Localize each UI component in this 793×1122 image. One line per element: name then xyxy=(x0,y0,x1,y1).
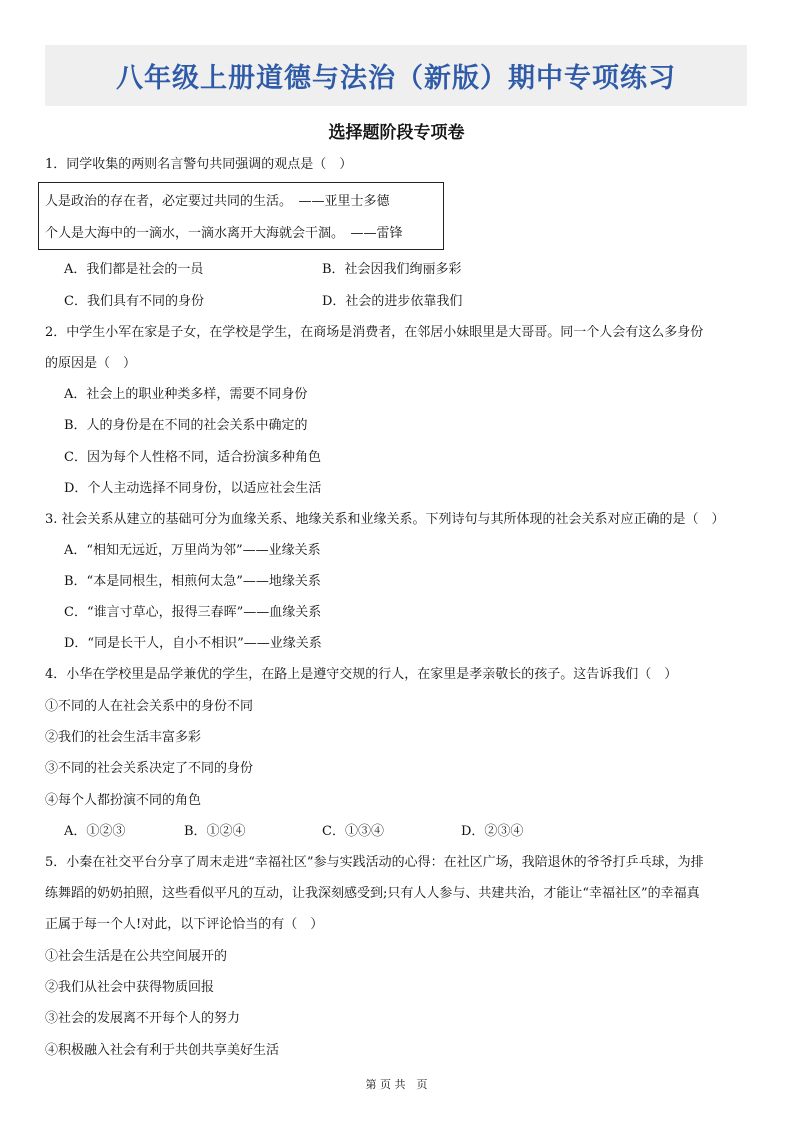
q5-stem-line-1: 5．小秦在社交平台分享了周末走进“幸福社区”参与实践活动的心得：在社区广场，我陪退休的爷爷打乒乓球，为排 xyxy=(45,855,704,870)
q5-stem-line-2: 练舞蹈的奶奶拍照，这些看似平凡的互动，让我深刻感受到;只有人人参与、共建共治，才能让“幸福社区”的幸福真 xyxy=(45,886,700,901)
q4-option-a: A．①②③ xyxy=(64,824,126,839)
q3-option-c: C．“谁言寸草心，报得三春晖”——血缘关系 xyxy=(64,605,322,620)
q5-statement-1: ①社会生活是在公共空间展开的 xyxy=(45,949,228,964)
q1-stem: 1．同学收集的两则名言警句共同强调的观点是（ ） xyxy=(45,157,353,172)
q4-stem: 4．小华在学校里是品学兼优的学生，在路上是遵守交规的行人，在家里是孝亲敬长的孩子。这告诉我们（ ） xyxy=(45,667,678,682)
q2-stem-line-1: 2．中学生小军在家是子女，在学校是学生，在商场是消费者，在邻居小妹眼里是大哥哥。同一个人会有这么多身份 xyxy=(45,325,704,340)
q4-statement-1: ①不同的人在社会关系中的身份不同 xyxy=(45,699,254,714)
q3-option-a: A．“相知无远近，万里尚为邻”——业缘关系 xyxy=(64,543,321,558)
q5-statement-3: ③社会的发展离不开每个人的努力 xyxy=(45,1011,241,1026)
title-banner xyxy=(45,45,747,106)
q3-option-d: D．“同是长干人，自小不相识”——业缘关系 xyxy=(64,636,322,651)
q2-option-a: A．社会上的职业种类多样，需要不同身份 xyxy=(64,387,308,402)
q1-quote-1: 人是政治的存在者，必定要过共同的生活。 ——亚里士多德 xyxy=(45,194,390,209)
q4-statement-4: ④每个人都扮演不同的角色 xyxy=(45,793,202,808)
q5-statement-2: ②我们从社会中获得物质回报 xyxy=(45,980,215,995)
q2-option-d: D．个人主动选择不同身份，以适应社会生活 xyxy=(64,481,322,496)
q4-option-b: B．①②④ xyxy=(184,824,246,839)
q4-statement-3: ③不同的社会关系决定了不同的身份 xyxy=(45,761,254,776)
q3-stem: 3. 社会关系从建立的基础可分为血缘关系、地缘关系和业缘关系。下列诗句与其所体现的社会关系对应正确的是（ ） xyxy=(45,512,725,527)
q5-stem-line-3: 正属于每一个人!对此，以下评论恰当的有（ ） xyxy=(45,917,324,932)
q1-quote-2: 个人是大海中的一滴水，一滴水离开大海就会干涸。 ——雷锋 xyxy=(45,226,403,241)
page-footer: 第 页 共 页 xyxy=(365,1078,428,1091)
page-title: 八年级上册道德与法治（新版）期中专项练习 xyxy=(116,63,676,94)
q5-statement-4: ④积极融入社会有利于共创共享美好生活 xyxy=(45,1043,280,1058)
q1-option-c: C．我们具有不同的身份 xyxy=(64,294,204,309)
page-subtitle: 选择题阶段专项卷 xyxy=(328,123,465,143)
q1-option-a: A．我们都是社会的一员 xyxy=(64,262,204,277)
q3-option-b: B．“本是同根生，相煎何太急”——地缘关系 xyxy=(64,574,321,589)
q2-stem-line-2: 的原因是（ ） xyxy=(45,356,137,371)
q4-statement-2: ②我们的社会生活丰富多彩 xyxy=(45,730,202,745)
q1-option-d: D．社会的进步依靠我们 xyxy=(322,294,463,309)
q2-option-b: B．人的身份是在不同的社会关系中确定的 xyxy=(64,418,308,433)
q1-option-b: B．社会因我们绚丽多彩 xyxy=(322,262,462,277)
q2-option-c: C．因为每个人性格不同，适合扮演多种角色 xyxy=(64,450,321,465)
q4-option-d: D．②③④ xyxy=(461,824,524,839)
q4-option-c: C．①③④ xyxy=(322,824,384,839)
